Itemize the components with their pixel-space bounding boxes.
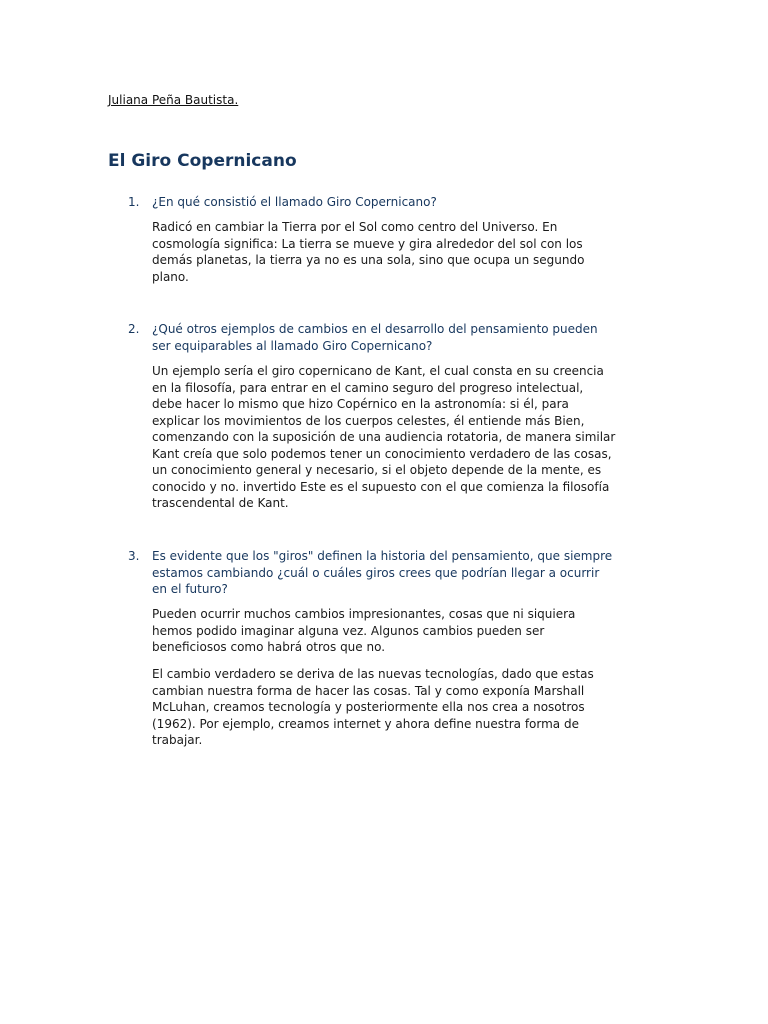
answer-line: plano. [152, 269, 189, 284]
question-number: 1. [128, 195, 140, 209]
answer-line: un conocimiento general y necesario, si el objeto depende de la mente, es [152, 463, 602, 477]
answer-line: (1962). Por ejemplo, creamos internet y ahora define nuestra forma de [152, 716, 579, 731]
answer-line: cambian nuestra forma de hacer las cosas. Tal y como exponía Marshall [152, 683, 585, 698]
answer-paragraph [152, 606, 672, 656]
question-line: ¿Qué otros ejemplos de cambios en el desarrollo del pensamiento pueden [152, 322, 598, 336]
answer-line: Kant creía que solo podemos tener un conocimiento verdadero de las cosas, [152, 446, 612, 461]
answer-line: trabajar. [152, 733, 203, 747]
question-line: estamos cambiando ¿cuál o cuáles giros crees que podrían llegar a ocurrir [152, 565, 600, 580]
answer-line: explicar los movimientos de los cuerpos celestes, él entiende más Bien, [152, 413, 585, 428]
question-line: Es evidente que los "giros" definen la historia del pensamiento, que siempre [152, 549, 613, 563]
answer-paragraph [152, 666, 672, 749]
page-title: El Giro Copernicano [108, 151, 297, 171]
answer-paragraph [152, 363, 672, 512]
answer-line: comenzando con la suposición de una audiencia rotatoria, de manera similar [152, 430, 616, 444]
question-text [152, 321, 672, 354]
answer-line: debe hacer lo mismo que hizo Copérnico en la astronomía: si él, para [152, 397, 569, 411]
answer-line: Radicó en cambiar la Tierra por el Sol como centro del Universo. En [152, 220, 558, 234]
answer-line: hemos podido imaginar alguna vez. Algunos cambios pueden ser [152, 623, 545, 638]
question-number: 3. [128, 549, 140, 563]
answer-line: El cambio verdadero se deriva de las nuevas tecnologías, dado que estas [152, 667, 594, 681]
question-line: ser equiparables al llamado Giro Copernicano? [152, 338, 433, 353]
answer-line: cosmología significa: La tierra se mueve y gira alrededor del sol con los [152, 236, 583, 251]
answer-line: beneficiosos como habrá otros que no. [152, 640, 386, 654]
answer-paragraph [152, 219, 672, 285]
answer-line: Pueden ocurrir muchos cambios impresionantes, cosas que ni siquiera [152, 607, 576, 621]
question-line: ¿En qué consistió el llamado Giro Copernicano? [152, 195, 437, 209]
question-text [152, 548, 672, 598]
answer-line: demás planetas, la tierra ya no es una sola, sino que ocupa un segundo [152, 253, 585, 267]
question-line: en el futuro? [152, 582, 228, 596]
answer-line: McLuhan, creamos tecnología y posteriormente ella nos crea a nosotros [152, 700, 585, 714]
question-number: 2. [128, 322, 140, 336]
answer-line: en la filosofía, para entrar en el camino seguro del progreso intelectual, [152, 380, 584, 395]
answer-line: trascendental de Kant. [152, 496, 289, 510]
answer-line: Un ejemplo sería el giro copernicano de Kant, el cual consta en su creencia [152, 364, 604, 378]
answer-line: conocido y no. invertido Este es el supuesto con el que comienza la filosofía [152, 479, 610, 494]
question-text [152, 194, 672, 211]
author-name: Juliana Peña Bautista. [108, 93, 239, 107]
